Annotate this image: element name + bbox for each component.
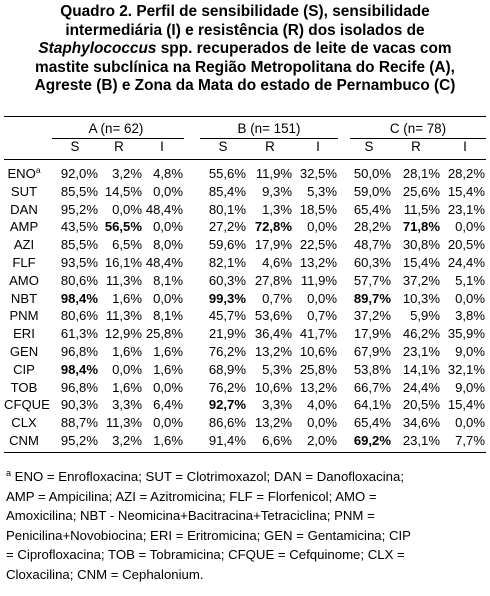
table-cell: 59,6%	[208, 237, 246, 253]
table-cell: 85,5%	[60, 237, 98, 253]
table-cell: 23,1%	[402, 432, 440, 448]
table-cell: 4,8%	[153, 166, 183, 181]
table-cell: 4,6%	[262, 254, 292, 270]
table-cell: 27,8%	[254, 272, 292, 288]
table-caption	[0, 3, 490, 96]
table-cell: 0,0%	[112, 361, 142, 377]
table-cell: 55,6%	[208, 166, 246, 181]
antibiotic-code	[4, 379, 44, 397]
table-cell: 0,0%	[153, 219, 183, 235]
table-cell: 15,4%	[447, 183, 485, 199]
table-cell: 60,3%	[353, 254, 391, 270]
table-cell: 11,3%	[105, 308, 142, 324]
table-cell: 0,0%	[307, 415, 337, 431]
table-cell: 0,7%	[262, 290, 292, 306]
table-cell: 17,9%	[254, 237, 292, 253]
antibiotic-code	[4, 396, 50, 414]
table-cell: 8,1%	[153, 272, 183, 288]
table-row	[0, 307, 490, 325]
subheader-b-i: I	[316, 139, 320, 154]
table-cell: 0,0%	[153, 415, 183, 431]
table-cell: 10,6%	[254, 379, 292, 395]
table-cell: 68,9%	[208, 361, 246, 377]
table-cell: 1,6%	[112, 290, 142, 306]
table-cell: 34,6%	[402, 415, 440, 431]
table-cell: 96,8%	[60, 379, 98, 395]
table-cell: 65,4%	[353, 415, 391, 431]
table-cell: 0,0%	[153, 379, 183, 395]
table-cell: 14,5%	[104, 183, 142, 199]
table-cell: 23,1%	[402, 343, 440, 359]
table-cell: 16,1%	[104, 254, 142, 270]
table-cell: 30,8%	[402, 237, 440, 253]
table-cell: 92,0%	[60, 166, 98, 181]
table-cell: 24,4%	[402, 379, 440, 395]
table-cell: 3,3%	[262, 397, 292, 413]
table-cell: 57,7%	[353, 272, 391, 288]
table-cell: 80,1%	[208, 201, 246, 217]
table-cell: 98,4%	[60, 361, 98, 377]
caption-line-2: intermediária (I) e resistência (R) dos isolados de	[65, 21, 425, 39]
table-cell: 91,4%	[208, 432, 246, 448]
table-cell: 53,8%	[353, 361, 391, 377]
table-cell: 15,4%	[447, 397, 485, 413]
caption-line-4: mastite subclínica na Região Metropolitana do Recife (A),	[35, 58, 455, 76]
antibiotic-code	[4, 290, 44, 308]
table-cell: 7,7%	[455, 432, 485, 448]
table-cell: 5,3%	[262, 361, 292, 377]
table-cell: 0,0%	[307, 290, 337, 306]
table-cell: 11,5%	[403, 201, 440, 217]
table-cell: 36,4%	[254, 326, 292, 342]
table-cell: 10,6%	[299, 343, 337, 359]
table-cell: 92,7%	[208, 397, 246, 413]
antibiotic-code-text: ERI	[13, 326, 35, 342]
table-cell: 9,0%	[455, 343, 485, 359]
subheader-c-s: S	[364, 139, 374, 154]
antibiotic-code	[4, 414, 44, 432]
table-cell: 15,4%	[402, 254, 440, 270]
caption-line-1: Quadro 2. Perfil de sensibilidade (S), sensibilidade	[60, 3, 430, 20]
antibiotic-code	[4, 343, 44, 361]
footnote-ref: a	[35, 165, 41, 175]
footnote-line-3: Amoxicilina; NBT - Neomicina+Bacitracina+Tetraciclina; PNM =	[6, 508, 375, 524]
table-cell: 20,5%	[447, 237, 485, 253]
table-row	[0, 361, 490, 379]
subheader-b-s: S	[218, 139, 228, 154]
table-cell: 32,1%	[447, 361, 485, 377]
table-cell: 48,4%	[145, 254, 183, 270]
table-cell: 6,5%	[112, 237, 142, 253]
table-cell: 90,3%	[60, 397, 98, 413]
table-cell: 4,0%	[307, 397, 337, 413]
table-cell: 60,3%	[208, 272, 246, 288]
table-cell: 28,1%	[402, 166, 440, 181]
table-cell: 0,0%	[307, 219, 337, 235]
antibiotic-code	[4, 361, 44, 379]
antibiotic-code-text: CFQUE	[4, 397, 50, 413]
table-cell: 11,3%	[105, 272, 142, 288]
footnote-marker: a	[6, 468, 12, 478]
subheader-b-r: R	[265, 139, 275, 154]
table-cell: 46,2%	[402, 326, 440, 342]
table-cell: 3,3%	[112, 397, 142, 413]
table-row	[0, 343, 490, 361]
table-cell: 12,9%	[104, 326, 142, 342]
table-cell: 85,5%	[60, 183, 98, 199]
table-cell: 8,1%	[153, 308, 183, 324]
table-cell: 37,2%	[402, 272, 440, 288]
table-row	[0, 236, 490, 254]
antibiotic-code	[4, 272, 44, 290]
group-header-a: A (n= 62)	[88, 121, 144, 136]
table-cell: 76,2%	[208, 343, 246, 359]
table-cell: 13,2%	[299, 379, 337, 395]
antibiotic-code-text: DAN	[10, 201, 38, 217]
table-cell: 93,5%	[60, 254, 98, 270]
caption-line-3	[0, 40, 490, 59]
table-cell: 9,3%	[262, 183, 292, 199]
group-header-b: B (n= 151)	[237, 121, 301, 136]
table-cell: 50,0%	[353, 166, 391, 181]
table-cell: 25,8%	[299, 361, 337, 377]
caption-line-5: Agreste (B) e Zona da Mata do estado de Pernambuco (C)	[34, 77, 456, 95]
table-cell: 64,1%	[353, 397, 391, 413]
table-cell: 11,9%	[300, 272, 337, 288]
table-cell: 3,2%	[112, 166, 142, 181]
antibiotic-code	[4, 165, 44, 183]
table-cell: 3,8%	[455, 308, 485, 324]
table-cell: 17,9%	[353, 326, 391, 342]
table-cell: 6,4%	[153, 397, 183, 413]
footnote-line-2: AMP = Ampicilina; AZI = Azitromicina; FLF = Florfenicol; AMO =	[6, 488, 377, 504]
subheader-a-r: R	[114, 139, 124, 154]
footnote-line-5: = Ciprofloxacina; TOB = Tobramicina; CFQUE = Cefquinome; CLX =	[6, 547, 405, 563]
table-cell: 48,7%	[353, 237, 391, 253]
table-cell: 21,9%	[208, 326, 246, 342]
antibiotic-code-text: TOB	[10, 379, 38, 395]
table-cell: 99,3%	[208, 290, 246, 306]
table-cell: 1,6%	[153, 432, 183, 448]
table-cell: 0,0%	[455, 219, 485, 235]
table-cell: 41,7%	[299, 326, 337, 342]
table-cell: 2,0%	[307, 432, 337, 448]
table-row	[0, 272, 490, 290]
table-row	[0, 432, 490, 450]
antibiotic-code	[4, 432, 44, 450]
table-cell: 22,5%	[299, 237, 337, 253]
table-cell: 37,2%	[353, 308, 391, 324]
antibiotic-code-text: NBT	[10, 290, 38, 306]
table-cell: 14,1%	[402, 361, 440, 377]
table-cell: 48,4%	[145, 201, 183, 217]
antibiotic-code	[4, 218, 44, 236]
antibiotic-code-text: AMP	[9, 219, 39, 235]
top-rule	[4, 116, 486, 117]
table-cell: 66,7%	[353, 379, 391, 395]
antibiotic-code	[4, 307, 44, 325]
table-cell: 43,5%	[60, 219, 98, 235]
subheader-a-s: S	[70, 139, 80, 154]
antibiotic-code-text: CLX	[11, 415, 37, 431]
table-cell: 13,2%	[299, 254, 337, 270]
table-cell: 9,0%	[455, 379, 485, 395]
table-cell: 0,0%	[153, 183, 183, 199]
table-cell: 67,9%	[353, 343, 391, 359]
table-cell: 0,0%	[455, 415, 485, 431]
table-cell: 96,8%	[60, 343, 98, 359]
header-rule	[4, 159, 486, 160]
table-cell: 20,5%	[402, 397, 440, 413]
table-cell: 95,2%	[60, 432, 98, 448]
table-cell: 10,3%	[402, 290, 440, 306]
subheader-c-i: I	[463, 139, 467, 154]
table-cell: 80,6%	[60, 308, 98, 324]
antibiotic-code-text: SUT	[10, 183, 38, 199]
table-cell: 53,6%	[254, 308, 292, 324]
table-cell: 6,6%	[262, 432, 292, 448]
table-cell: 86,6%	[208, 415, 246, 431]
table-cell: 0,0%	[455, 290, 485, 306]
footnote-line-1-text: ENO = Enrofloxacina; SUT = Clotrimoxazol; DAN = Danofloxacina;	[11, 469, 405, 484]
antibiotic-code	[4, 201, 44, 219]
table-cell: 88,7%	[60, 415, 98, 431]
table-cell: 27,2%	[208, 219, 246, 235]
caption-genus: Staphylococcus	[38, 40, 157, 58]
table-cell: 28,2%	[353, 219, 391, 235]
antibiotic-code-text: CNM	[9, 432, 39, 448]
table-cell: 61,3%	[60, 326, 98, 342]
table-body	[0, 165, 490, 450]
table-cell: 1,3%	[262, 201, 292, 217]
table-cell: 1,6%	[112, 343, 142, 359]
table-cell: 32,5%	[299, 166, 337, 181]
table-row	[0, 379, 490, 397]
subheader-a-i: I	[160, 139, 164, 154]
table-cell: 65,4%	[353, 201, 391, 217]
table-cell: 3,2%	[112, 432, 142, 448]
table-row	[0, 165, 490, 183]
antibiotic-code	[4, 236, 44, 254]
table-cell: 1,6%	[153, 343, 183, 359]
table-row	[0, 290, 490, 308]
table-cell: 71,8%	[402, 219, 440, 235]
antibiotic-code-text: AZI	[13, 237, 35, 253]
table-cell: 1,6%	[112, 379, 142, 395]
table-cell: 98,4%	[60, 290, 98, 306]
antibiotic-code	[4, 183, 44, 201]
table-row	[0, 218, 490, 236]
table-cell: 82,1%	[208, 254, 246, 270]
table-cell: 0,0%	[153, 290, 183, 306]
table-row	[0, 183, 490, 201]
table-cell: 5,1%	[455, 272, 485, 288]
table-cell: 11,3%	[105, 415, 142, 431]
table-cell: 28,2%	[447, 166, 485, 181]
antibiotic-code	[4, 325, 44, 343]
table-cell: 8,0%	[153, 237, 183, 253]
table-cell: 23,1%	[447, 201, 485, 217]
table-cell: 1,6%	[153, 361, 183, 377]
antibiotic-code-text: CIP	[13, 361, 35, 377]
table-row	[0, 201, 490, 219]
table-cell: 59,0%	[353, 183, 391, 199]
table-cell: 35,9%	[447, 326, 485, 342]
table-row	[0, 414, 490, 432]
group-header-c: C (n= 78)	[389, 121, 447, 136]
table-row	[0, 325, 490, 343]
table-cell: 45,7%	[208, 308, 246, 324]
table-cell: 5,9%	[410, 308, 440, 324]
table-cell: 72,8%	[254, 219, 292, 235]
footnote-line-1	[6, 467, 486, 487]
antibiotic-code-text: FLF	[12, 254, 36, 270]
caption-line-3-rest: spp. recuperados de leite de vacas com	[156, 40, 452, 58]
table-cell: 25,6%	[402, 183, 440, 199]
table-cell: 69,2%	[353, 432, 391, 448]
footnote-line-6: Cloxacilina; CNM = Cephalonium.	[6, 566, 204, 582]
bottom-rule	[4, 452, 486, 453]
table-cell: 89,7%	[353, 290, 391, 306]
table-cell: 80,6%	[60, 272, 98, 288]
antibiotic-code	[4, 254, 44, 272]
table-row	[0, 254, 490, 272]
table-cell: 0,7%	[307, 308, 337, 324]
table-row	[0, 396, 490, 414]
table-cell: 11,9%	[255, 166, 292, 181]
table-cell: 13,2%	[254, 415, 292, 431]
antibiotic-code-text: PNM	[9, 308, 39, 324]
table-cell: 56,5%	[104, 219, 142, 235]
table-cell: 13,2%	[254, 343, 292, 359]
antibiotic-code-text: ENO	[7, 166, 36, 181]
table-cell: 76,2%	[208, 379, 246, 395]
table-cell: 85,4%	[208, 183, 246, 199]
table-cell: 5,3%	[307, 183, 337, 199]
table-cell: 95,2%	[60, 201, 98, 217]
table-cell: 18,5%	[299, 201, 337, 217]
antibiotic-code-text: GEN	[9, 343, 39, 359]
table-cell: 25,8%	[145, 326, 183, 342]
antibiotic-code-text: AMO	[9, 272, 39, 288]
footnote	[6, 467, 486, 585]
table-cell: 0,0%	[112, 201, 142, 217]
footnote-line-4: Penicilina+Novobiocina; ERI = Eritromicina; GEN = Gentamicina; CIP	[6, 527, 411, 543]
subheader-c-r: R	[411, 139, 421, 154]
table-cell: 24,4%	[447, 254, 485, 270]
